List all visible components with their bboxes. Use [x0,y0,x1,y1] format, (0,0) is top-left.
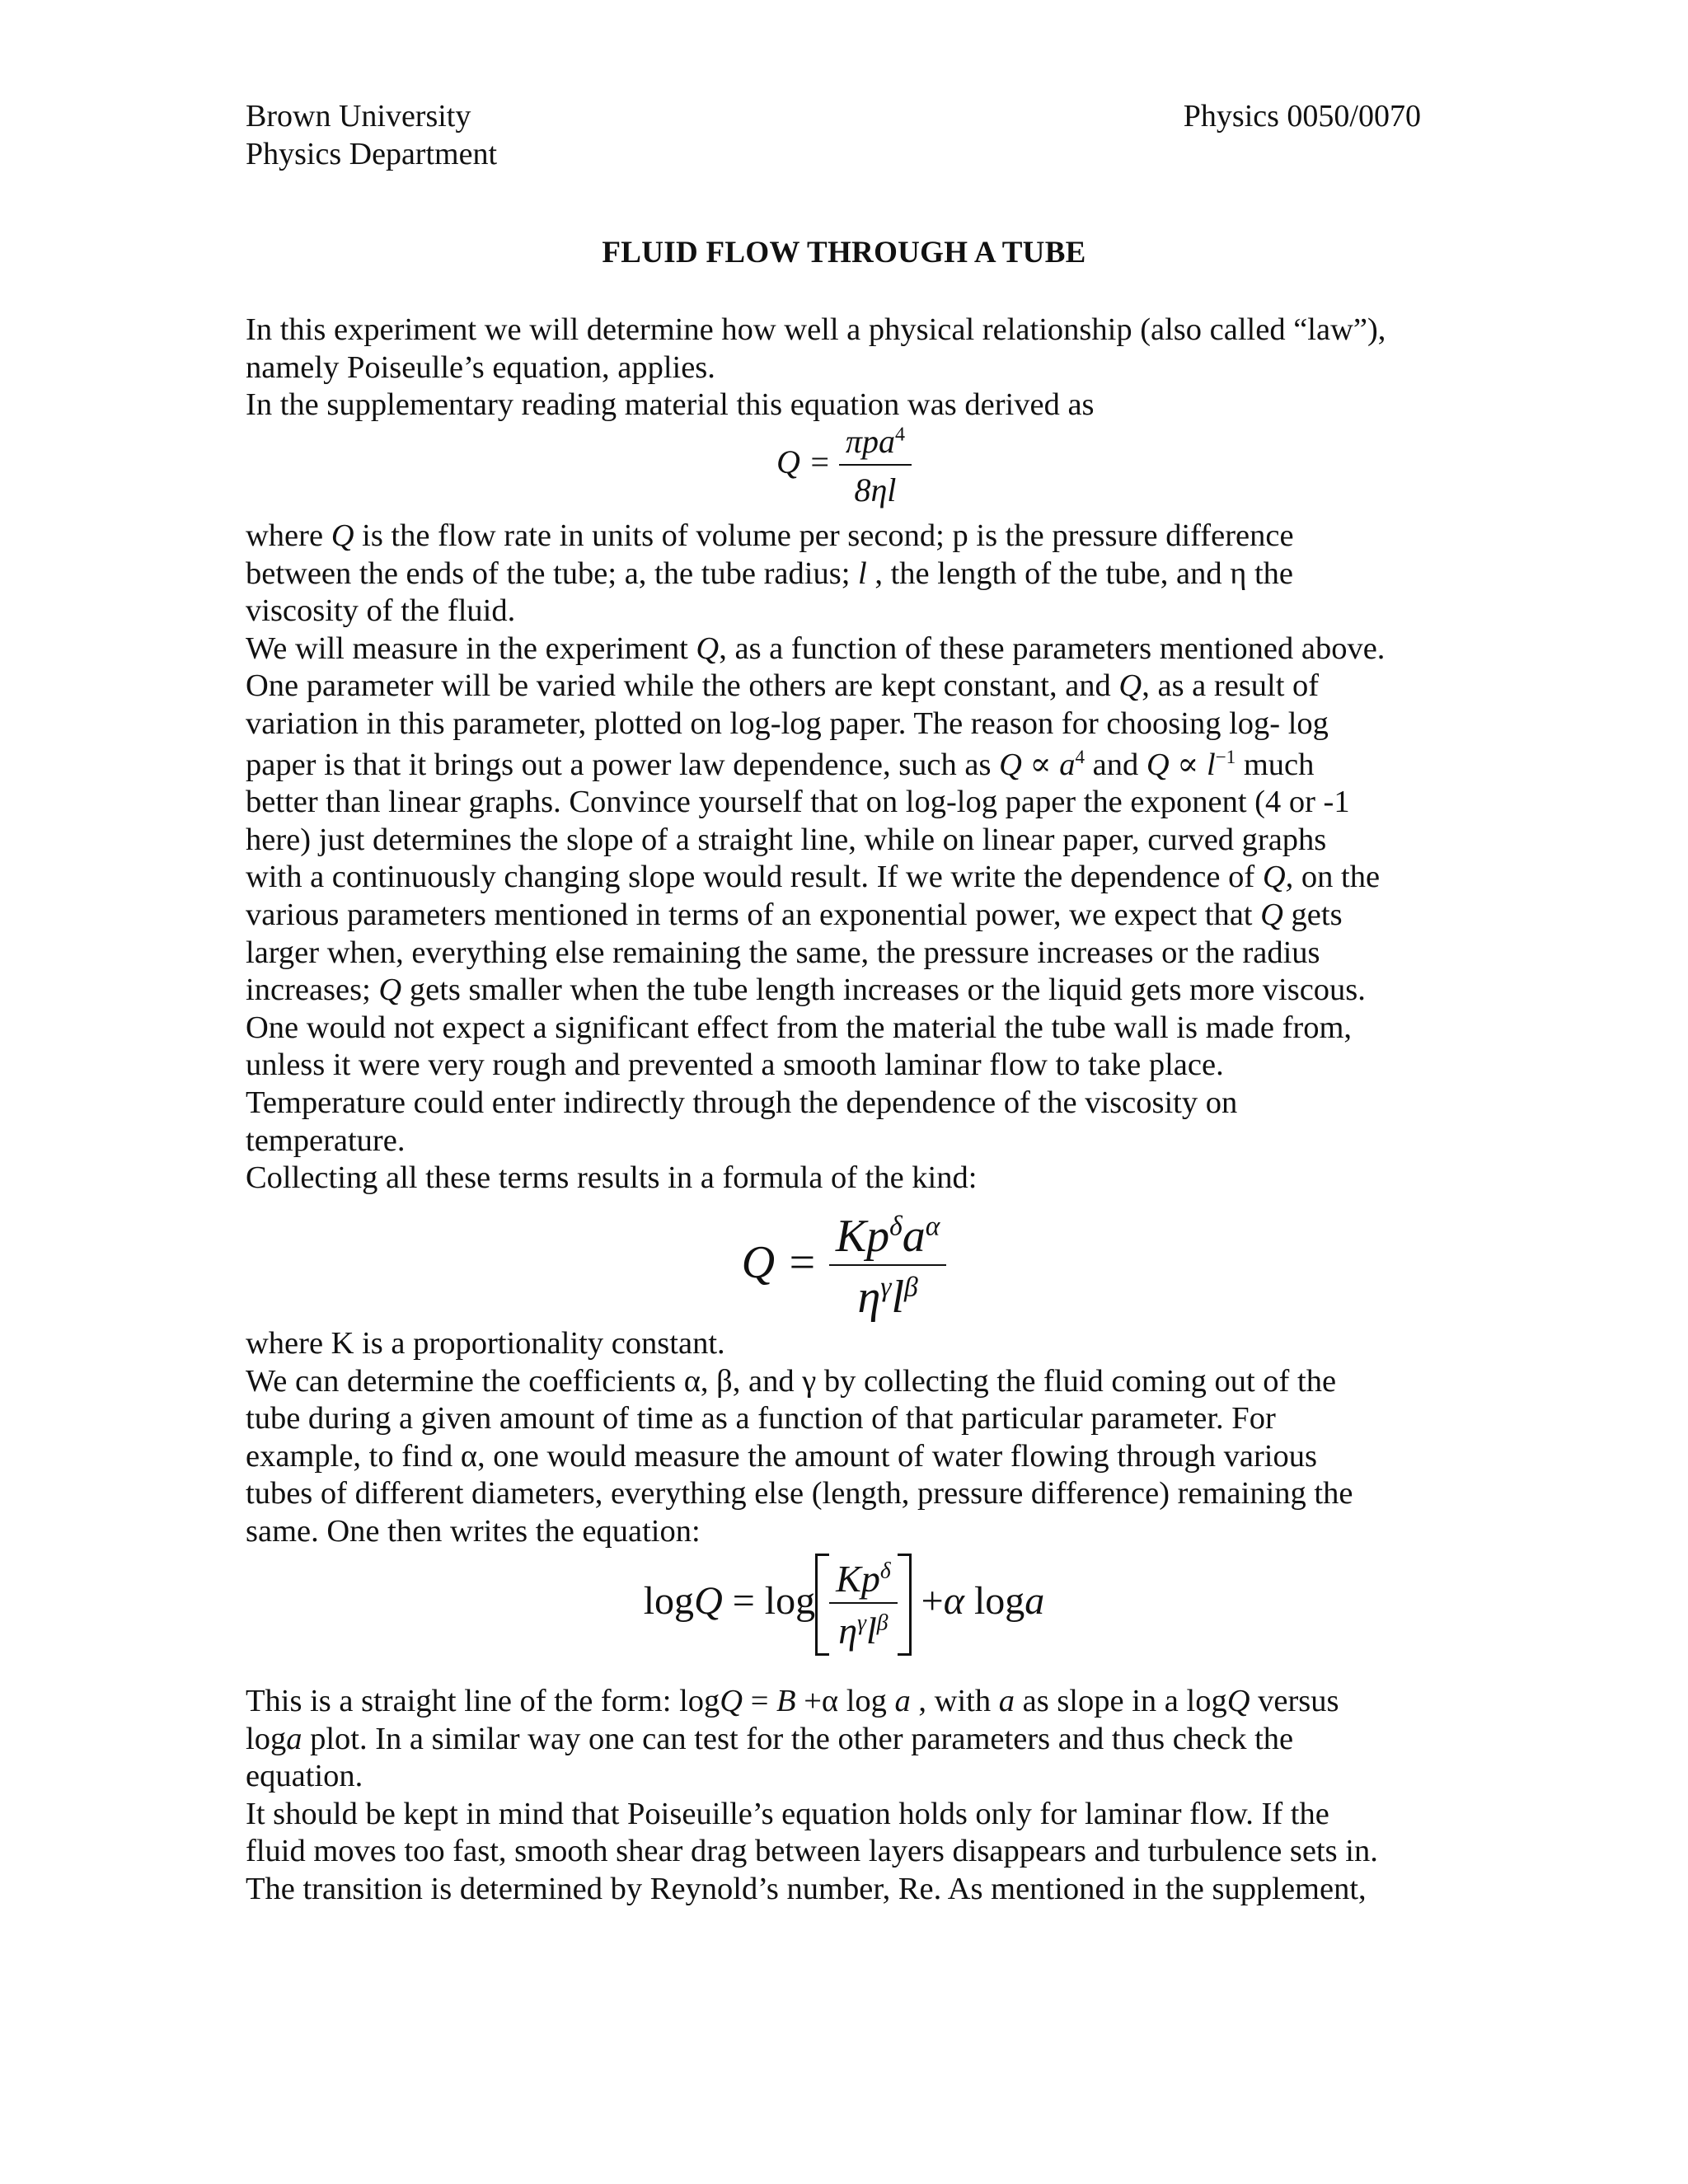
eq2-lhs: Q = [741,1236,818,1288]
para2-line-9: here) just determines the slope of a straight line, while on linear paper, curved graphs [246,822,1327,857]
eq3-lhs-log: log [643,1579,695,1624]
eq1-fraction [839,422,912,509]
eq3-lhs-q: Q [694,1579,723,1624]
document-title: FLUID FLOW THROUGH A TUBE [602,236,1086,269]
para2-line-13: increases; Q gets smaller when the tube length increases or the liquid gets more viscous. [246,972,1366,1008]
para3-line-2: We can determine the coefficients α, β, and γ by collecting the fluid coming out of the [246,1363,1337,1399]
para3-line-5: tubes of different diameters, everything else (length, pressure difference) remaining the [246,1476,1353,1511]
left-bracket [815,1554,829,1656]
para2-line-3: viscosity of the fluid. [246,593,516,629]
para2-line-15: unless it were very rough and prevented a smooth laminar flow to take place. [246,1047,1224,1083]
eq1-lhs: Q = [776,443,831,481]
intro-line-2: namely Poiseulle’s equation, applies. [246,349,715,385]
eq3-rhs-log: log [973,1579,1025,1624]
para2-line-12: larger when, everything else remaining the same, the pressure increases or the radius [246,935,1320,970]
para3-line-3: tube during a given amount of time as a function of that particular parameter. For [246,1401,1276,1436]
eq3-plus: + [921,1579,944,1624]
header-left [246,97,497,173]
header-department: Physics Department [246,137,498,171]
para3-line-1: where K is a proportionality constant. [246,1326,725,1361]
para2-line-18: Collecting all these terms results in a formula of the kind: [246,1160,978,1196]
para2-line-7: paper is that it brings out a power law dependence, such as $Q \propto a^4$ and $Q \propto l^{-1}$ much [246,745,1315,782]
intro-line-1: In this experiment we will determine how well a physical relationship (also called “law”), [246,312,1386,347]
general-flow-equation [0,1210,1688,1324]
intro-line-3: In the supplementary reading material this equation was derived as [246,387,1095,423]
para2-line-10: with a continuously changing slope would result. If we write the dependence of Q, on the [246,860,1381,895]
para2-line-14: One would not expect a significant effect from the material the tube wall is made from, [246,1010,1353,1045]
para4-line-3: equation. [246,1759,363,1794]
eq3-rhs-a: a [1025,1579,1045,1624]
para2-line-17: temperature. [246,1122,406,1158]
eq2-numerator: $Kp^\delta a^\alpha$ [829,1210,947,1266]
header-university: Brown University [246,99,471,134]
poiseuille-equation [0,422,1688,509]
eq3-numerator: $Kp^\delta$ [829,1557,898,1604]
eq2-denominator: $\eta^\gamma l^\beta$ [857,1272,918,1323]
eq1-denominator: 8ηl [854,471,897,509]
eq3-fraction [829,1557,898,1652]
para4-line-4: It should be kept in mind that Poiseuille’s equation holds only for laminar flow. If the [246,1796,1329,1831]
para4-line-6: The transition is determined by Reynold’s number, Re. As mentioned in the supplement, [246,1871,1367,1906]
eq3-denominator: $\eta^\gamma l^\beta$ [838,1609,889,1652]
para2-line-6: variation in this parameter, plotted on log-log paper. The reason for choosing log- log [246,705,1329,741]
eq3-alpha: α [943,1579,964,1624]
para4-line-2: loga plot. In a similar way one can test for the other parameters and thus check the [246,1721,1294,1756]
eq3-equals-log: = log [732,1579,816,1624]
para2-line-8: better than linear graphs. Convince yourself that on log-log paper the exponent (4 or -1 [246,785,1350,820]
para3-line-4: example, to find α, one would measure the amount of water flowing through various [246,1438,1317,1474]
right-bracket [898,1554,912,1656]
eq2-fraction [829,1210,947,1324]
para2-line-1: where Q is the flow rate in units of volume per second; p is the pressure difference [246,518,1294,553]
para2-line-16: Temperature could enter indirectly through the dependence of the viscosity on [246,1085,1238,1120]
para2-line-11: various parameters mentioned in terms of an exponential power, we expect that Q gets [246,897,1343,932]
header-course: Physics 0050/0070 [1183,99,1421,134]
intro-paragraph [246,312,1432,424]
para3-line-6: same. One then writes the equation: [246,1513,701,1549]
page-header [246,97,1421,173]
para4-line-5: fluid moves too fast, smooth shear drag between layers disappears and turbulence sets in. [246,1834,1378,1869]
log-equation [0,1554,1688,1656]
para2-line-2: between the ends of the tube; a, the tube radius; l , the length of the tube, and η the [246,555,1294,591]
para2-line-5: One parameter will be varied while the others are kept constant, and Q, as a result of [246,668,1320,704]
para2-line-4: We will measure in the experiment Q, as a function of these parameters mentioned above. [246,630,1386,666]
conclusion-paragraph [246,1683,1432,1909]
eq1-numerator: πpa$^4$ [839,422,912,466]
explanation-paragraph [246,518,1432,1197]
para4-line-1: This is a straight line of the form: logQ = B +α log a , with a as slope in a logQ versus [246,1684,1339,1718]
coefficients-paragraph [246,1325,1432,1551]
